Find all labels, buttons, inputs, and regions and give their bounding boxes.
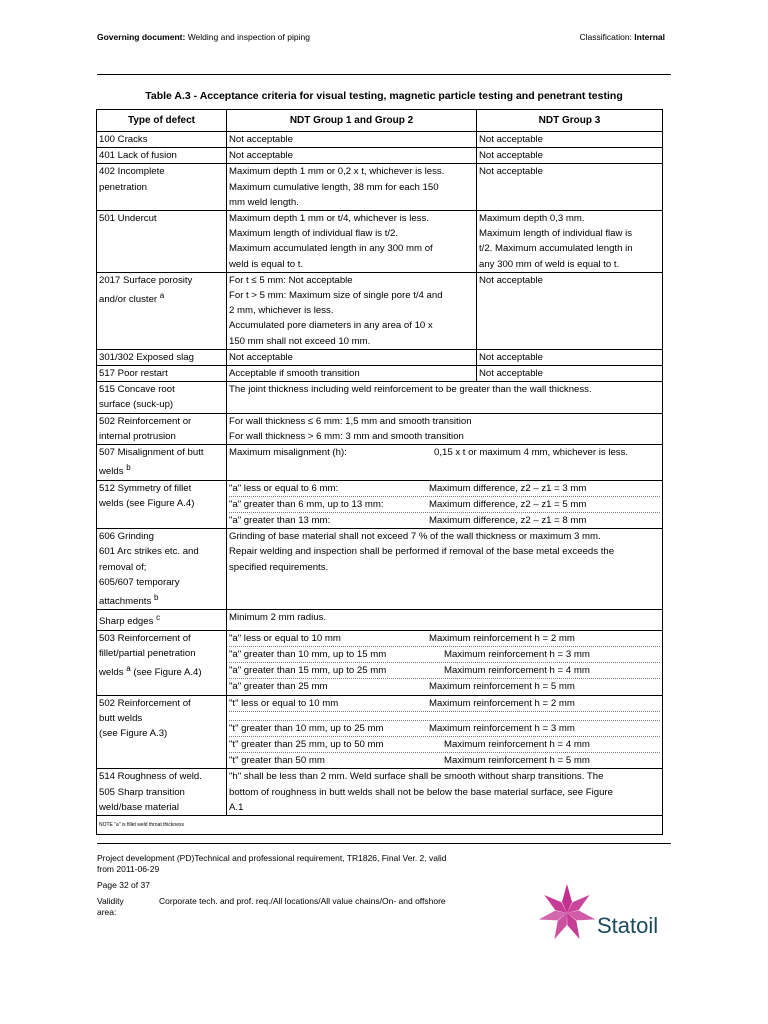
text-line: Maximum difference, z2 – z1 = 8 mm <box>429 515 587 527</box>
criteria-cell <box>227 445 663 481</box>
table-row <box>97 695 663 769</box>
footer-rule <box>97 843 671 844</box>
table-note: NOTE "a" is fillet weld throat thickness <box>99 822 184 829</box>
spacer <box>229 712 660 721</box>
table-row <box>97 148 663 164</box>
defect-cell <box>97 529 227 610</box>
text-line: 515 Concave root <box>99 384 175 396</box>
text-line: "t" greater than 25 mm, up to 50 mm <box>229 739 384 751</box>
validity-value: Corporate tech. and prof. req./All locations/All value chains/On- and offshore <box>159 896 446 906</box>
footnote-mark: b <box>153 593 159 603</box>
table-header-row <box>97 110 663 132</box>
criteria-item <box>229 647 660 663</box>
text-line: Maximum reinforcement h = 5 mm <box>429 681 575 693</box>
header-left <box>97 32 310 42</box>
table-title: Table A.3 - Acceptance criteria for visual testing, magnetic particle testing and penetrant testing <box>145 90 623 102</box>
text-line: weld is equal to t. <box>229 258 304 270</box>
criteria-item <box>229 679 660 694</box>
text-line: 507 Misalignment of butt <box>99 447 204 459</box>
note-cell <box>97 816 663 835</box>
text-line: Maximum misalignment (h): <box>229 447 347 459</box>
defect-cell <box>97 413 227 444</box>
footnote-mark: b <box>126 463 131 473</box>
criteria-item <box>229 721 660 737</box>
defect-cell <box>97 382 227 413</box>
text-line: "a" greater than 6 mm, up to 13 mm: <box>229 498 384 510</box>
criteria-cell <box>227 413 663 444</box>
defect-cell: 517 Poor restart <box>97 366 227 382</box>
criteria-item <box>229 753 660 768</box>
criteria-cell <box>227 480 663 529</box>
text-line: 502 Reinforcement of <box>99 697 191 709</box>
text-line: Maximum cumulative length, 38 mm for each 150 <box>229 181 439 193</box>
group12-cell: Acceptable if smooth transition <box>227 366 477 382</box>
text-line: welds (see Figure A.4) <box>99 497 195 509</box>
footnote-mark: a <box>159 291 165 301</box>
text-line: and/or cluster <box>99 294 158 306</box>
criteria-item <box>229 696 660 712</box>
criteria-item <box>229 663 660 679</box>
text-line: "a" greater than 25 mm <box>229 681 328 693</box>
table-row <box>97 630 663 695</box>
text-line: "t" greater than 50 mm <box>229 755 325 767</box>
text-line: from 2011-06-29 <box>97 864 160 874</box>
text-line: Maximum depth 0,3 mm. <box>479 213 585 225</box>
table-row <box>97 445 663 481</box>
defect-cell <box>97 272 227 349</box>
text-line: Maximum depth 1 mm or t/4, whichever is less. <box>229 213 429 225</box>
column-header: NDT Group 1 and Group 2 <box>227 110 477 132</box>
text-line: Maximum length of individual flaw is t/2. <box>229 228 399 240</box>
criteria-cell <box>227 695 663 769</box>
text-line: "t" greater than 10 mm, up to 25 mm <box>229 722 384 734</box>
note-row <box>97 816 663 835</box>
text-line: For t > 5 mm: Maximum size of single pore t/4 and <box>229 290 443 302</box>
group12-cell <box>227 164 477 211</box>
text-line: butt welds <box>99 712 143 724</box>
defect-cell <box>97 445 227 481</box>
column-header: NDT Group 3 <box>477 110 663 132</box>
text-line: Maximum reinforcement h = 2 mm <box>429 697 575 709</box>
group3-cell: Not acceptable <box>477 132 663 148</box>
text-line: internal protrusion <box>99 430 176 442</box>
text-line: penetration <box>99 181 148 193</box>
table-row <box>97 529 663 610</box>
text-line: Repair welding and inspection shall be performed if removal of the base metal exceeds the <box>229 546 615 558</box>
group12-cell: Not acceptable <box>227 132 477 148</box>
text-line: attachments <box>99 596 152 608</box>
text-line: 505 Sharp transition <box>99 786 185 798</box>
text-line: (see Figure A.4) <box>130 667 202 679</box>
text-line: Maximum reinforcement h = 3 mm <box>429 722 575 734</box>
defect-cell <box>97 769 227 816</box>
text-line: Maximum reinforcement h = 4 mm <box>444 739 590 751</box>
text-line: Maximum difference, z2 – z1 = 5 mm <box>429 498 587 510</box>
project-info <box>97 853 446 875</box>
header-right <box>579 32 665 42</box>
text-line: 512 Symmetry of fillet <box>99 482 192 494</box>
group12-cell: Not acceptable <box>227 148 477 164</box>
column-header: Type of defect <box>97 110 227 132</box>
text-line: "a" greater than 10 mm, up to 15 mm <box>229 649 387 661</box>
text-line: 2017 Surface porosity <box>99 274 193 286</box>
text-line: 150 mm shall not exceed 10 mm. <box>229 335 371 347</box>
table-row <box>97 413 663 444</box>
text-line: 514 Roughness of weld. <box>99 771 202 783</box>
footnote-mark: c <box>156 613 161 623</box>
defect-cell <box>97 610 227 630</box>
group3-cell <box>477 211 663 273</box>
table-row <box>97 272 663 349</box>
text-line: "a" greater than 13 mm: <box>229 515 331 527</box>
table-row <box>97 480 663 529</box>
criteria-cell <box>227 630 663 695</box>
criteria-item <box>229 481 660 497</box>
text-line: Sharp edges <box>99 616 154 628</box>
group12-cell: Not acceptable <box>227 349 477 365</box>
text-line: any 300 mm of weld is equal to t. <box>479 258 620 270</box>
group3-cell: Not acceptable <box>477 148 663 164</box>
criteria-item <box>229 737 660 753</box>
text-line: weld/base material <box>99 801 179 813</box>
text-line: specified requirements. <box>229 561 329 573</box>
text-line: 2 mm, whichever is less. <box>229 305 334 317</box>
classification-label: Classification: <box>579 32 632 42</box>
text-line: Maximum reinforcement h = 5 mm <box>444 755 590 767</box>
classification-value: Internal <box>634 32 665 42</box>
group12-cell <box>227 211 477 273</box>
text-line: Maximum depth 1 mm or 0,2 x t, whichever is less. <box>229 166 445 178</box>
text-line: Maximum reinforcement h = 3 mm <box>444 649 590 661</box>
group3-cell: Not acceptable <box>477 272 663 349</box>
governing-label: Governing document: <box>97 32 186 42</box>
text-line: Maximum reinforcement h = 4 mm <box>444 665 590 677</box>
criteria-item <box>229 513 660 528</box>
text-line: "t" less or equal to 10 mm <box>229 697 339 709</box>
statoil-star-logo <box>535 881 599 945</box>
table-row <box>97 349 663 365</box>
table-row <box>97 382 663 413</box>
footnote-mark: a <box>126 664 131 674</box>
text-line: 601 Arc strikes etc. and <box>99 546 199 558</box>
text-line: surface (suck-up) <box>99 399 174 411</box>
criteria-item <box>229 631 660 647</box>
text-line: "a" less or equal to 10 mm <box>229 632 341 644</box>
text-line: (see Figure A.3) <box>99 728 168 740</box>
criteria-item <box>229 497 660 513</box>
text-line: 503 Reinforcement of <box>99 632 191 644</box>
text-line: For wall thickness > 6 mm: 3 mm and smooth transition <box>229 430 464 442</box>
text-line: For t ≤ 5 mm: Not acceptable <box>229 274 353 286</box>
text-line: 502 Reinforcement or <box>99 415 192 427</box>
table-row <box>97 366 663 382</box>
defect-cell <box>97 695 227 769</box>
acceptance-criteria-table <box>96 109 663 835</box>
text-line: A.1 <box>229 801 244 813</box>
text-line: mm weld length. <box>229 196 299 208</box>
header-rule <box>97 74 671 75</box>
text-line: 0,15 x t or maximum 4 mm, whichever is less. <box>434 447 629 459</box>
text-line: area: <box>97 907 117 917</box>
text-line: welds <box>99 466 124 478</box>
statoil-wordmark: Statoil <box>597 913 659 938</box>
text-line: "h" shall be less than 2 mm. Weld surface shall be smooth without sharp transitions. The <box>229 771 604 783</box>
defect-cell: 100 Cracks <box>97 132 227 148</box>
text-line: Project development (PD)Technical and professional requirement, TR1826, Final Ver. 2, valid <box>97 853 447 863</box>
text-line: Maximum length of individual flaw is <box>479 228 633 240</box>
defect-cell <box>97 164 227 211</box>
text-line: Grinding of base material shall not exceed 7 % of the wall thickness or maximum 3 mm. <box>229 531 601 543</box>
table-row <box>97 132 663 148</box>
governing-value: Welding and inspection of piping <box>187 32 310 42</box>
text-line: t/2. Maximum accumulated length in <box>479 243 633 255</box>
text-line: removal of; <box>99 561 147 573</box>
text-line: Maximum difference, z2 – z1 = 3 mm <box>429 482 587 494</box>
group3-cell: Not acceptable <box>477 164 663 211</box>
criteria-cell: Minimum 2 mm radius. <box>227 610 663 630</box>
text-line: "a" less or equal to 6 mm: <box>229 482 339 494</box>
defect-cell: 401 Lack of fusion <box>97 148 227 164</box>
defect-cell: 301/302 Exposed slag <box>97 349 227 365</box>
text-line: 402 Incomplete <box>99 166 165 178</box>
text-line: "a" greater than 15 mm, up to 25 mm <box>229 665 387 677</box>
defect-cell: 501 Undercut <box>97 211 227 273</box>
text-line: Maximum reinforcement h = 2 mm <box>429 632 575 644</box>
text-line: Accumulated pore diameters in any area of 10 x <box>229 320 433 332</box>
criteria-cell: The joint thickness including weld reinforcement to be greater than the wall thickness. <box>227 382 663 413</box>
table-row <box>97 164 663 211</box>
text-line: 606 Grinding <box>99 531 154 543</box>
text-line: welds <box>99 667 124 679</box>
page-number: Page 32 of 37 <box>97 880 150 890</box>
text-line: fillet/partial penetration <box>99 648 196 660</box>
text-line: bottom of roughness in butt welds shall not be below the base material surface, see Figure <box>229 786 613 798</box>
validity-label <box>97 896 124 918</box>
text-line: For wall thickness ≤ 6 mm: 1,5 mm and smooth transition <box>229 415 472 427</box>
table-row <box>97 211 663 273</box>
criteria-cell <box>227 529 663 610</box>
group3-cell: Not acceptable <box>477 349 663 365</box>
criteria-cell <box>227 769 663 816</box>
group3-cell: Not acceptable <box>477 366 663 382</box>
table-row <box>97 769 663 816</box>
defect-cell <box>97 480 227 529</box>
text-line: Validity <box>97 896 124 906</box>
defect-cell <box>97 630 227 695</box>
table-row <box>97 610 663 630</box>
text-line: Maximum accumulated length in any 300 mm of <box>229 243 433 255</box>
text-line: 605/607 temporary <box>99 576 180 588</box>
group12-cell <box>227 272 477 349</box>
